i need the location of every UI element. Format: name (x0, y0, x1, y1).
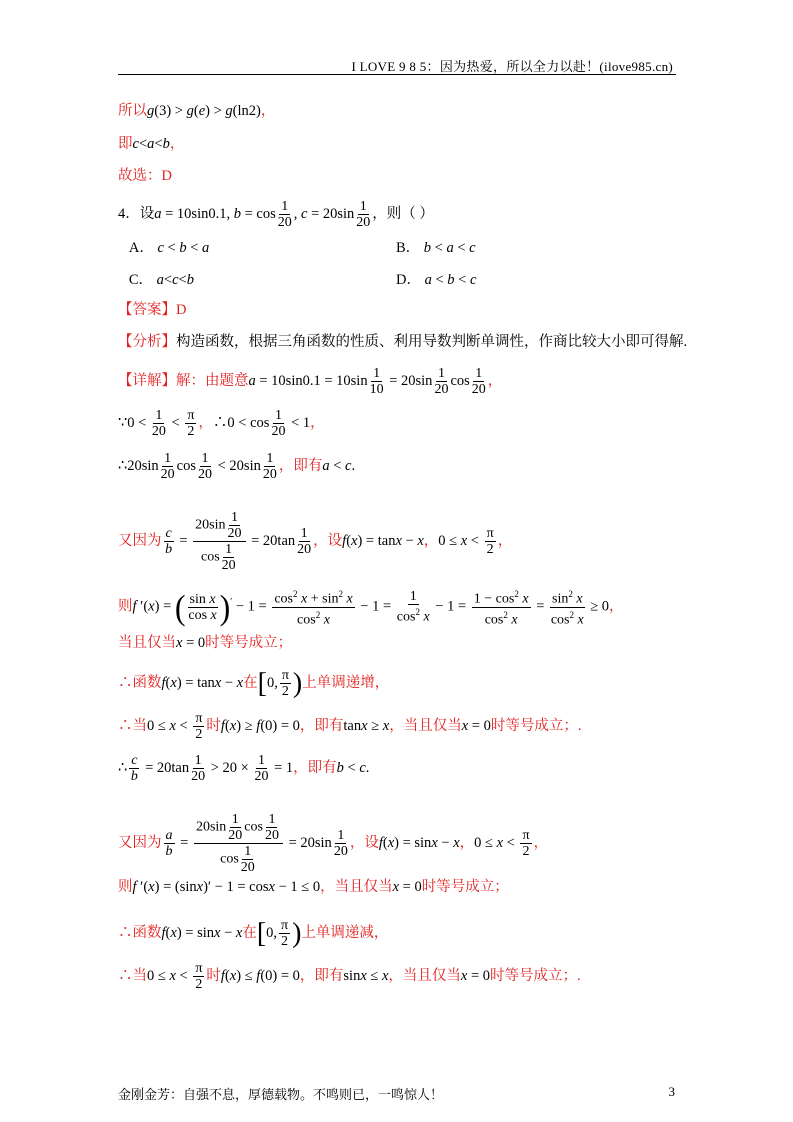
detail-line-13: ∴当0 ≤ x < $\frac{\pi}{2}$ 时f(x) ≤ f(0) = 0，即有sinx ≤ x，当且仅当x = 0时等号成立；. (118, 961, 581, 992)
question-4: 4．设a = 10sin0.1, b = cos $\frac{1}{20}$ , c = 20sin $\frac{1}{20}$ ，则（ ） (118, 199, 434, 230)
page-header: I LOVE 9 8 5：因为热爱，所以全力以赴！(ilove985.cn) (351, 59, 673, 74)
detail-line-12: ∴函数f(x) = sinx − x在[0, $\frac{\pi}{2}$ )上单调递减， (118, 917, 389, 949)
detail-line-1: 【详解】解：由题意a = 10sin0.1 = 10sin $\frac{1}{10}$ = 20sin $\frac{1}{20}$ cos $\frac{1}{20}$ ， (118, 366, 503, 397)
option-b: B． b < a < c (396, 240, 476, 256)
option-d: D． a < b < c (396, 272, 477, 288)
choice-line: 故选：D (118, 168, 172, 184)
option-c: C． a<c<b (128, 272, 194, 288)
answer-line: 【答案】D (118, 302, 187, 318)
header-rule (118, 74, 676, 75)
detail-line-7: ∴函数f(x) = tanx − x在[0, $\frac{\pi}{2}$ )上单调递增， (118, 667, 390, 699)
page-footer-motto: 金刚金芳：自强不息，厚德载物。不鸣则已，一鸣惊人！ (118, 1087, 444, 1102)
conclusion-line-2: 即c<a<b， (118, 136, 185, 152)
detail-line-10: 又因为 $\frac{a}{b}$ = 20sin $\frac{1}{20}$ cos $\frac{1}{20}$ cos $\frac{1}{20}$ = 20sin $\frac{1}{20}$ ，设f(x) = sinx − x，0 ≤ x < $\frac{\pi}{2}$ ， (118, 812, 549, 875)
page-number: 3 (668, 1084, 675, 1099)
detail-line-6: 当且仅当x = 0时等号成立； (118, 635, 293, 651)
conclusion-line-1: 所以g(3) > g(e) > g(ln2)， (118, 103, 276, 119)
detail-line-3: ∴20sin $\frac{1}{20}$ cos $\frac{1}{20}$ < 20sin $\frac{1}{20}$ ，即有a < c. (118, 451, 356, 482)
detail-line-11: 则f ′(x) = (sinx)′ − 1 = cosx − 1 ≤ 0，当且仅当x = 0时等号成立； (118, 879, 509, 895)
option-a: A． c < b < a (128, 240, 210, 256)
detail-line-2: ∵0 < $\frac{1}{20}$ < $\frac{\pi}{2}$ ，∴0 < cos $\frac{1}{20}$ < 1， (118, 408, 325, 439)
detail-line-4: 又因为 $\frac{c}{b}$ = 20sin $\frac{1}{20}$ cos $\frac{1}{20}$ = 20tan $\frac{1}{20}$ ，设f(x) = tanx − x，0 ≤ x < $\frac{\pi}{2}$ ， (118, 510, 513, 573)
detail-line-9: ∴ $\frac{c}{b}$ = 20tan $\frac{1}{20}$ > 20 × $\frac{1}{20}$ = 1，即有b < c. (118, 753, 370, 784)
detail-line-5: 则f ′(x) = ( $\frac{\text{sin x}}{\text{cos x}}$ )′ − 1 = $\frac{\cos^2 x + \sin^2 x}{\cos^2 x}$ − 1 = $\frac{1}{\cos^2 x}$ − 1 = $\frac{1 - \cos^2 x}{\cos^2 x}$ = $\frac{\sin^2 x}{\cos^2 x}$ ≥ 0， (118, 587, 624, 628)
detail-line-8: ∴当0 ≤ x < $\frac{\pi}{2}$ 时f(x) ≥ f(0) = 0，即有tanx ≥ x，当且仅当x = 0时等号成立；. (118, 711, 582, 742)
analysis-line: 【分析】构造函数，根据三角函数的性质、利用导数判断单调性，作商比较大小即可得解. (118, 334, 688, 350)
